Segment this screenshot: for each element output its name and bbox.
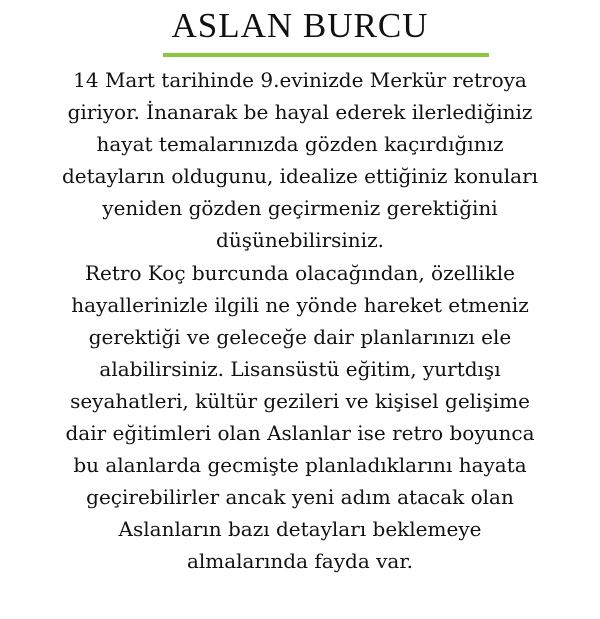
page-title: ASLAN BURCU (171, 6, 429, 45)
text-line: bu alanlarda gecmişte planladıklarını hayata (73, 453, 527, 478)
text-line: giriyor. İnanarak be hayal ederek ilerlediğiniz (67, 100, 533, 125)
text-line: seyahatleri, kültür gezileri ve kişisel gelişime (70, 388, 530, 413)
title-underline (163, 53, 489, 57)
text-line: Aslanların bazı detayları beklemeye (118, 517, 482, 542)
text-line: Retro Koç burcunda olacağından, özellikle (84, 260, 516, 285)
text-line: geçirebilirler ancak yeni adım atacak olan (86, 485, 514, 510)
text-line: 14 Mart tarihinde 9.evinizde Merkür retroya (73, 68, 527, 92)
text-line: gerektiği ve geleceğe dair planlarınızı ele (88, 324, 512, 349)
text-line: dair eğitimleri olan Aslanlar ise retro boyunca (65, 421, 535, 446)
text-line: detayların oldugunu, idealize ettiğiniz konuları (61, 164, 539, 189)
text-line: düşünebilirsiniz. (216, 228, 384, 253)
text-line: almalarında fayda var. (186, 549, 414, 574)
text-line: hayat temalarınızda gözden kaçırdığınız (96, 132, 504, 157)
horoscope-text (0, 64, 600, 578)
text-line: hayallerinizle ilgili ne yönde hareket etmeniz (71, 292, 529, 317)
text-line: alabilirsiniz. Lisansüstü eğitim, yurtdışı (99, 356, 501, 381)
text-line: yeniden gözden geçirmeniz gerektiğini (102, 196, 498, 221)
